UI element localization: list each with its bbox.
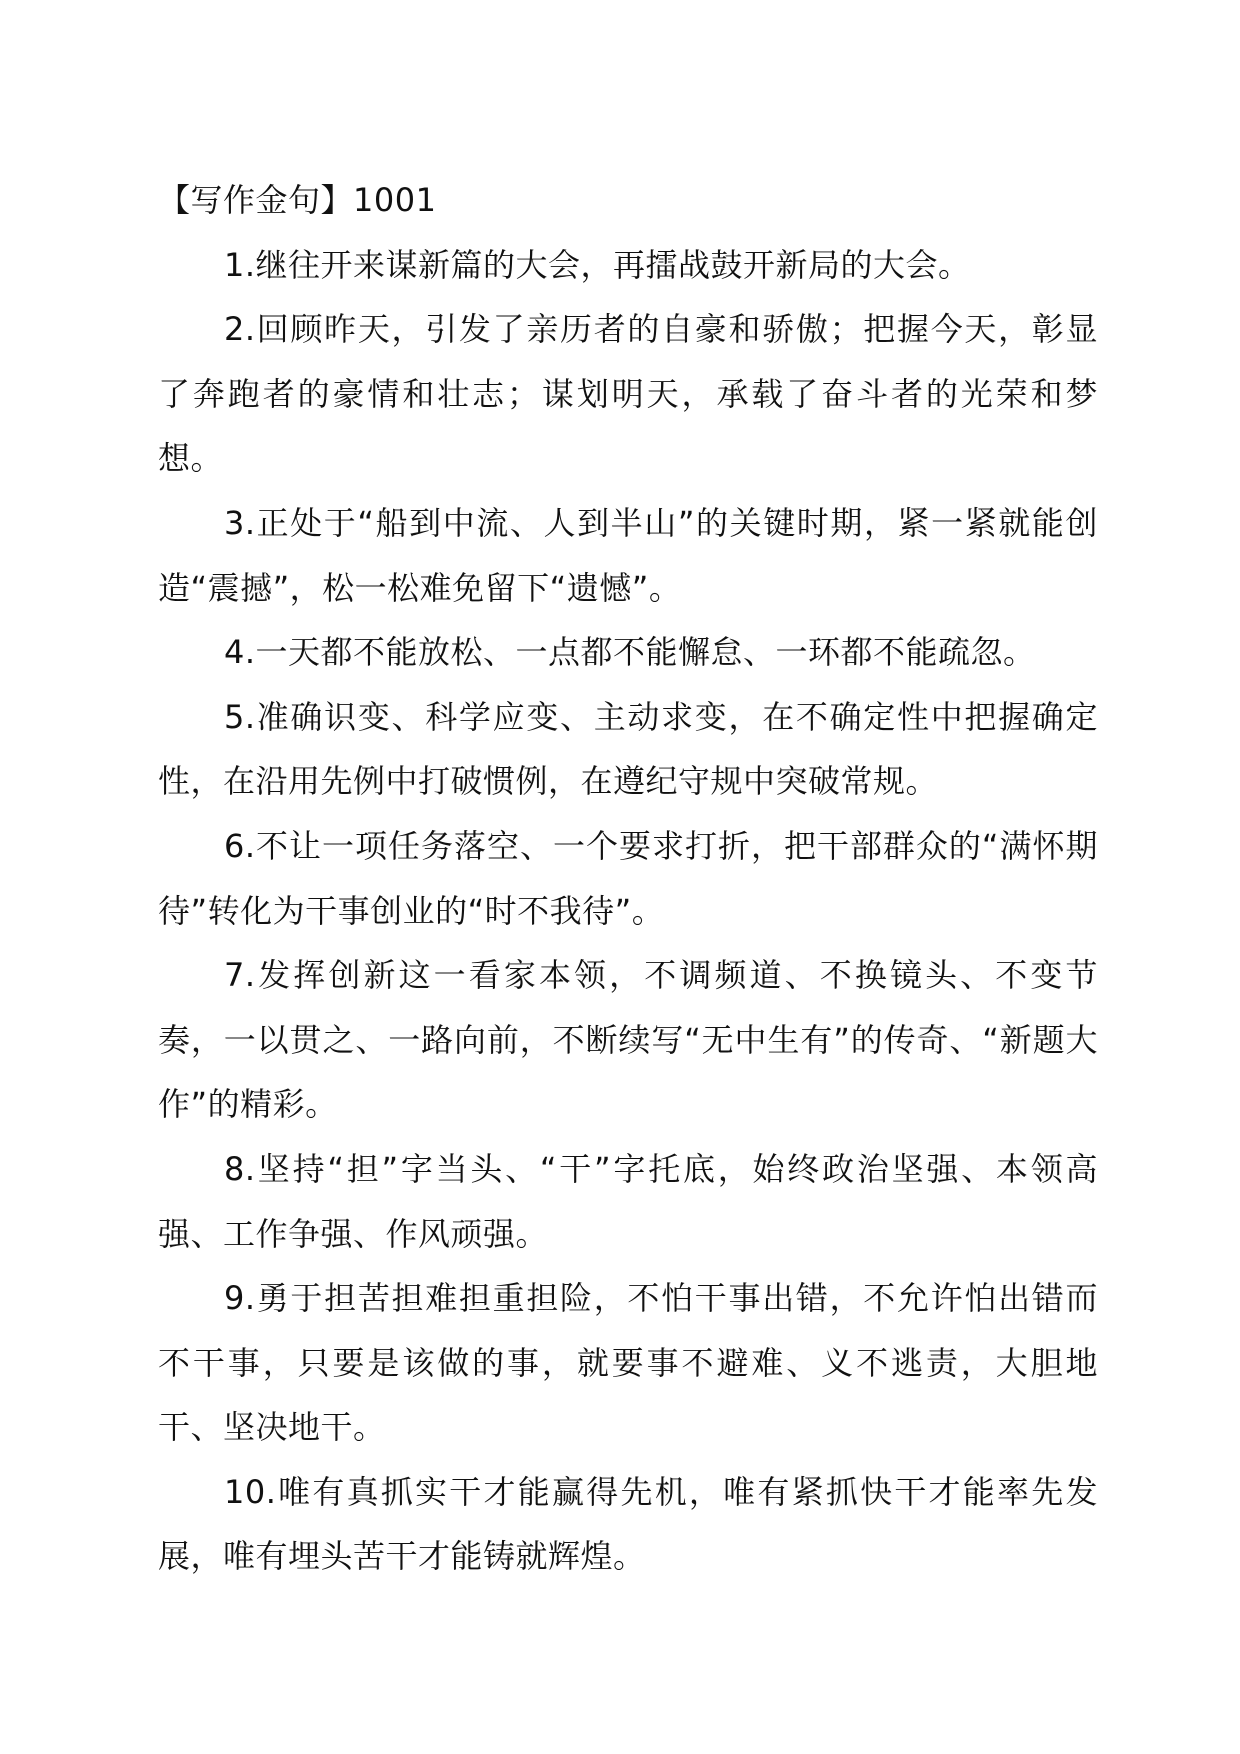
paragraph-8: 8.坚持“担”字当头、“干”字托底，始终政治坚强、本领高强、工作争强、作风顽强。 xyxy=(158,1149,1098,1253)
paragraph-2: 2.回顾昨天，引发了亲历者的自豪和骄傲；把握今天，彰显了奔跑者的豪情和壮志；谋划明天，承载了奋斗者的光荣和梦想。 xyxy=(158,310,1098,478)
paragraph-10: 10.唯有真抓实干才能赢得先机，唯有紧抓快干才能率先发展，唯有埋头苦干才能铸就辉煌。 xyxy=(158,1472,1098,1576)
paragraph-6: 6.不让一项任务落空、一个要求打折，把干部群众的“满怀期待”转化为干事创业的“时不我待”。 xyxy=(158,826,1098,930)
paragraph-3: 3.正处于“船到中流、人到半山”的关键时期，紧一紧就能创造“震撼”，松一松难免留下“遗憾”。 xyxy=(158,503,1098,607)
paragraph-4: 4.一天都不能放松、一点都不能懈怠、一环都不能疏忽。 xyxy=(224,633,1036,672)
paragraph-7: 7.发挥创新这一看家本领，不调频道、不换镜头、不变节奏，一以贯之、一路向前，不断续写“无中生有”的传奇、“新题大作”的精彩。 xyxy=(158,956,1098,1124)
paragraph-1: 1.继往开来谋新篇的大会，再擂战鼓开新局的大会。 xyxy=(224,245,971,284)
document-heading: 【写作金句】1001 xyxy=(158,181,437,219)
paragraph-5: 5.准确识变、科学应变、主动求变，在不确定性中把握确定性，在沿用先例中打破惯例，在遵纪守规中突破常规。 xyxy=(158,697,1098,801)
document-page xyxy=(158,168,1098,1589)
paragraph-9: 9.勇于担苦担难担重担险，不怕干事出错，不允许怕出错而不干事，只要是该做的事，就要事不避难、义不逃责，大胆地干、坚决地干。 xyxy=(158,1279,1098,1447)
